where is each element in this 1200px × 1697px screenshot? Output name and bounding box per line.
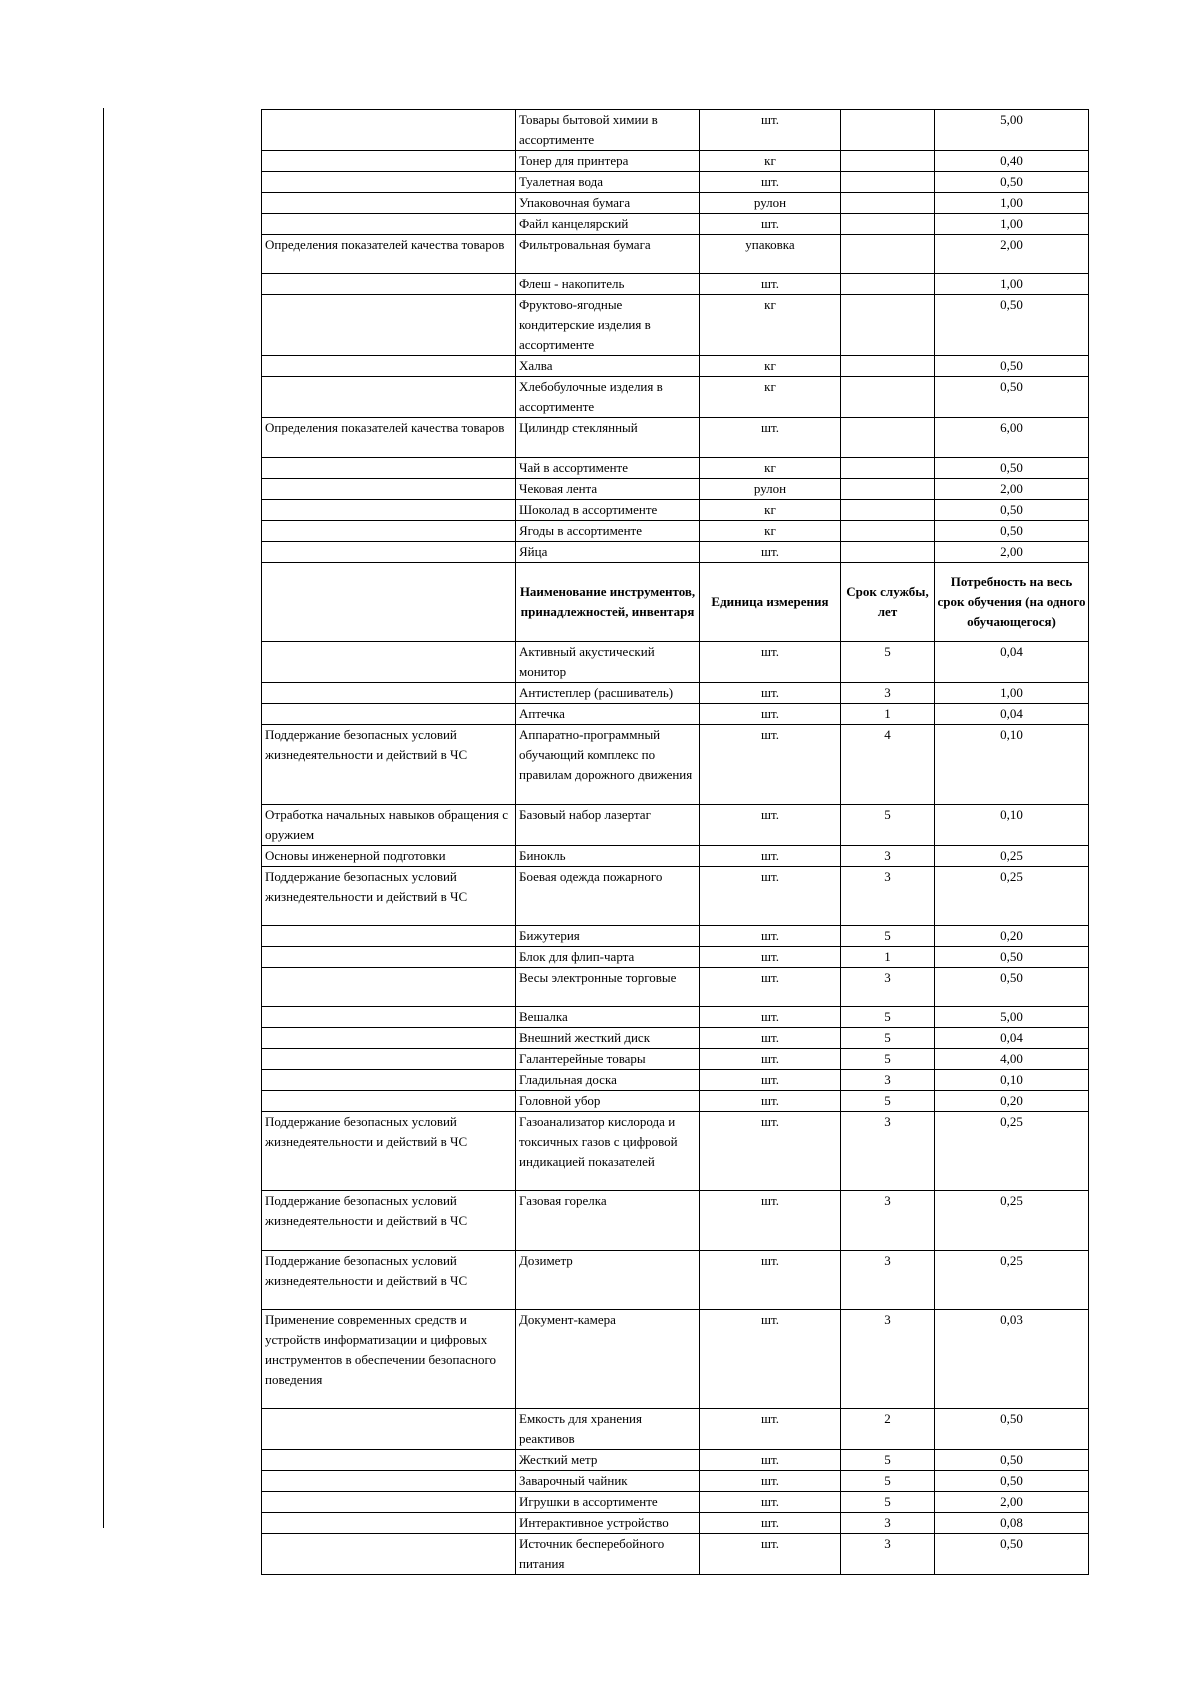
purpose-cell <box>262 377 516 418</box>
item-name-cell: Чай в ассортименте <box>516 458 700 479</box>
service-life-cell: 3 <box>841 867 935 926</box>
service-life-cell: 3 <box>841 683 935 704</box>
unit-cell: кг <box>700 458 841 479</box>
requirement-cell: 1,00 <box>935 274 1089 295</box>
purpose-cell <box>262 704 516 725</box>
unit-cell: шт. <box>700 947 841 968</box>
requirement-cell: 4,00 <box>935 1049 1089 1070</box>
purpose-cell: Основы инженерной подготовки <box>262 846 516 867</box>
service-life-cell <box>841 500 935 521</box>
requirement-cell: 0,50 <box>935 947 1089 968</box>
requirement-cell: 2,00 <box>935 235 1089 274</box>
item-name-cell: Бижутерия <box>516 926 700 947</box>
requirement-cell: 0,50 <box>935 172 1089 193</box>
requirement-cell: 2,00 <box>935 1492 1089 1513</box>
table-row <box>262 968 1089 1007</box>
unit-cell: шт. <box>700 1534 841 1575</box>
item-name-cell: Жесткий метр <box>516 1450 700 1471</box>
service-life-cell <box>841 235 935 274</box>
purpose-cell <box>262 214 516 235</box>
requirement-cell: 0,50 <box>935 968 1089 1007</box>
unit-cell: шт. <box>700 1450 841 1471</box>
table-row <box>262 1007 1089 1028</box>
table-row <box>262 725 1089 805</box>
service-life-cell <box>841 377 935 418</box>
table-row <box>262 418 1089 458</box>
unit-cell: кг <box>700 295 841 356</box>
purpose-cell: Определения показателей качества товаров <box>262 418 516 458</box>
service-life-cell <box>841 521 935 542</box>
item-name-cell: Газоанализатор кислорода и токсичных газов с цифровой индикацией показателей <box>516 1112 700 1191</box>
purpose-cell: Определения показателей качества товаров <box>262 235 516 274</box>
purpose-cell <box>262 295 516 356</box>
service-life-cell: 3 <box>841 1112 935 1191</box>
consumables-section <box>262 110 1089 563</box>
table-row <box>262 377 1089 418</box>
service-life-cell: 3 <box>841 1251 935 1310</box>
purpose-cell <box>262 683 516 704</box>
item-name-cell: Яйца <box>516 542 700 563</box>
table-row <box>262 274 1089 295</box>
purpose-cell: Поддержание безопасных условий жизнедеятельности и действий в ЧС <box>262 1191 516 1251</box>
unit-cell: шт. <box>700 418 841 458</box>
service-life-cell: 3 <box>841 1070 935 1091</box>
header-service-life: Срок службы, лет <box>841 563 935 642</box>
unit-cell: шт. <box>700 1112 841 1191</box>
requirement-cell: 1,00 <box>935 193 1089 214</box>
table-row <box>262 683 1089 704</box>
table-row <box>262 235 1089 274</box>
table-row <box>262 1534 1089 1575</box>
requirement-cell: 0,50 <box>935 1409 1089 1450</box>
service-life-cell: 5 <box>841 926 935 947</box>
requirement-cell: 0,50 <box>935 295 1089 356</box>
service-life-cell: 3 <box>841 1534 935 1575</box>
unit-cell: шт. <box>700 110 841 151</box>
service-life-cell <box>841 542 935 563</box>
item-name-cell: Антистеплер (расшиватель) <box>516 683 700 704</box>
unit-cell: рулон <box>700 479 841 500</box>
unit-cell: шт. <box>700 1310 841 1409</box>
purpose-cell <box>262 1534 516 1575</box>
item-name-cell: Игрушки в ассортименте <box>516 1492 700 1513</box>
item-name-cell: Дозиметр <box>516 1251 700 1310</box>
unit-cell: шт. <box>700 1513 841 1534</box>
service-life-cell: 5 <box>841 1007 935 1028</box>
requirement-cell: 0,25 <box>935 867 1089 926</box>
service-life-cell <box>841 214 935 235</box>
table-row <box>262 1450 1089 1471</box>
purpose-cell: Поддержание безопасных условий жизнедеятельности и действий в ЧС <box>262 725 516 805</box>
service-life-cell: 1 <box>841 947 935 968</box>
item-name-cell: Чековая лента <box>516 479 700 500</box>
purpose-cell <box>262 1007 516 1028</box>
unit-cell: шт. <box>700 704 841 725</box>
table-row <box>262 1513 1089 1534</box>
purpose-cell <box>262 1450 516 1471</box>
table-row <box>262 172 1089 193</box>
table-row <box>262 926 1089 947</box>
unit-cell: шт. <box>700 1070 841 1091</box>
table-header-row <box>262 563 1089 642</box>
unit-cell: кг <box>700 356 841 377</box>
requirement-cell: 5,00 <box>935 1007 1089 1028</box>
table-row <box>262 151 1089 172</box>
service-life-cell: 2 <box>841 1409 935 1450</box>
table-row <box>262 642 1089 683</box>
service-life-cell: 1 <box>841 704 935 725</box>
table-row <box>262 1409 1089 1450</box>
table-row <box>262 1310 1089 1409</box>
table-row <box>262 947 1089 968</box>
table-row <box>262 1049 1089 1070</box>
requirement-cell: 0,50 <box>935 1450 1089 1471</box>
requirement-cell: 0,50 <box>935 500 1089 521</box>
requirement-cell: 0,20 <box>935 926 1089 947</box>
purpose-cell <box>262 1028 516 1049</box>
header-unit: Единица измерения <box>700 563 841 642</box>
table-row <box>262 704 1089 725</box>
left-margin-rule <box>103 108 104 1528</box>
service-life-cell <box>841 110 935 151</box>
purpose-cell <box>262 356 516 377</box>
item-name-cell: Интерактивное устройство <box>516 1513 700 1534</box>
requirement-cell: 0,50 <box>935 458 1089 479</box>
table-row <box>262 295 1089 356</box>
requirement-cell: 6,00 <box>935 418 1089 458</box>
item-name-cell: Весы электронные торговые <box>516 968 700 1007</box>
table-row <box>262 1471 1089 1492</box>
item-name-cell: Шоколад в ассортименте <box>516 500 700 521</box>
table-row <box>262 1191 1089 1251</box>
requirement-cell: 0,50 <box>935 1471 1089 1492</box>
service-life-cell <box>841 151 935 172</box>
service-life-cell: 5 <box>841 1049 935 1070</box>
header-item-name: Наименование инструментов, принадлежностей, инвентаря <box>516 563 700 642</box>
purpose-cell <box>262 458 516 479</box>
service-life-cell <box>841 295 935 356</box>
unit-cell: шт. <box>700 1251 841 1310</box>
item-name-cell: Бинокль <box>516 846 700 867</box>
item-name-cell: Базовый набор лазертаг <box>516 805 700 846</box>
service-life-cell: 5 <box>841 1450 935 1471</box>
service-life-cell: 5 <box>841 1492 935 1513</box>
service-life-cell: 3 <box>841 1191 935 1251</box>
service-life-cell <box>841 274 935 295</box>
item-name-cell: Блок для флип-чарта <box>516 947 700 968</box>
unit-cell: шт. <box>700 968 841 1007</box>
equipment-table <box>261 109 1089 1575</box>
purpose-cell <box>262 542 516 563</box>
item-name-cell: Файл канцелярский <box>516 214 700 235</box>
requirement-cell: 0,25 <box>935 1251 1089 1310</box>
table-row <box>262 1492 1089 1513</box>
item-name-cell: Тонер для принтера <box>516 151 700 172</box>
requirement-cell: 0,25 <box>935 1112 1089 1191</box>
item-name-cell: Хлебобулочные изделия в ассортименте <box>516 377 700 418</box>
unit-cell: шт. <box>700 683 841 704</box>
unit-cell: шт. <box>700 1049 841 1070</box>
unit-cell: шт. <box>700 1007 841 1028</box>
unit-cell: шт. <box>700 1091 841 1112</box>
service-life-cell: 5 <box>841 805 935 846</box>
item-name-cell: Халва <box>516 356 700 377</box>
purpose-cell <box>262 1049 516 1070</box>
requirement-cell: 0,08 <box>935 1513 1089 1534</box>
item-name-cell: Внешний жесткий диск <box>516 1028 700 1049</box>
table-row <box>262 458 1089 479</box>
item-name-cell: Источник бесперебойного питания <box>516 1534 700 1575</box>
tools-section <box>262 642 1089 1575</box>
unit-cell: шт. <box>700 642 841 683</box>
unit-cell: кг <box>700 521 841 542</box>
table-row <box>262 542 1089 563</box>
service-life-cell: 5 <box>841 1028 935 1049</box>
item-name-cell: Вешалка <box>516 1007 700 1028</box>
requirement-cell: 0,10 <box>935 725 1089 805</box>
table-row <box>262 193 1089 214</box>
purpose-cell <box>262 193 516 214</box>
item-name-cell: Цилиндр стеклянный <box>516 418 700 458</box>
header-purpose-cell <box>262 563 516 642</box>
requirement-cell: 0,10 <box>935 805 1089 846</box>
requirement-cell: 0,20 <box>935 1091 1089 1112</box>
unit-cell: шт. <box>700 274 841 295</box>
unit-cell: шт. <box>700 867 841 926</box>
requirement-cell: 0,50 <box>935 356 1089 377</box>
table-row <box>262 356 1089 377</box>
item-name-cell: Активный акустический монитор <box>516 642 700 683</box>
unit-cell: шт. <box>700 1492 841 1513</box>
header-requirement: Потребность на весь срок обучения (на одного обучающегося) <box>935 563 1089 642</box>
item-name-cell: Гладильная доска <box>516 1070 700 1091</box>
service-life-cell: 5 <box>841 1091 935 1112</box>
requirement-cell: 5,00 <box>935 110 1089 151</box>
table-row <box>262 1070 1089 1091</box>
table-row <box>262 846 1089 867</box>
item-name-cell: Аппаратно-программный обучающий комплекс по правилам дорожного движения <box>516 725 700 805</box>
purpose-cell <box>262 1070 516 1091</box>
table-row <box>262 1251 1089 1310</box>
table-row <box>262 1112 1089 1191</box>
requirement-cell: 0,04 <box>935 642 1089 683</box>
requirement-cell: 0,50 <box>935 377 1089 418</box>
item-name-cell: Упаковочная бумага <box>516 193 700 214</box>
purpose-cell <box>262 1471 516 1492</box>
service-life-cell <box>841 458 935 479</box>
purpose-cell: Отработка начальных навыков обращения с оружием <box>262 805 516 846</box>
item-name-cell: Ягоды в ассортименте <box>516 521 700 542</box>
service-life-cell <box>841 418 935 458</box>
table-row <box>262 479 1089 500</box>
table-row <box>262 1028 1089 1049</box>
unit-cell: шт. <box>700 214 841 235</box>
item-name-cell: Туалетная вода <box>516 172 700 193</box>
unit-cell: кг <box>700 377 841 418</box>
service-life-cell: 3 <box>841 1513 935 1534</box>
item-name-cell: Флеш - накопитель <box>516 274 700 295</box>
unit-cell: шт. <box>700 542 841 563</box>
service-life-cell <box>841 356 935 377</box>
requirement-cell: 0,25 <box>935 1191 1089 1251</box>
table-row <box>262 521 1089 542</box>
table-row <box>262 214 1089 235</box>
requirement-cell: 2,00 <box>935 542 1089 563</box>
service-life-cell: 3 <box>841 846 935 867</box>
requirement-cell: 0,10 <box>935 1070 1089 1091</box>
item-name-cell: Аптечка <box>516 704 700 725</box>
purpose-cell <box>262 968 516 1007</box>
requirement-cell: 0,25 <box>935 846 1089 867</box>
purpose-cell <box>262 151 516 172</box>
item-name-cell: Емкость для хранения реактивов <box>516 1409 700 1450</box>
unit-cell: шт. <box>700 846 841 867</box>
purpose-cell <box>262 926 516 947</box>
requirement-cell: 1,00 <box>935 214 1089 235</box>
service-life-cell <box>841 172 935 193</box>
unit-cell: упаковка <box>700 235 841 274</box>
service-life-cell: 5 <box>841 1471 935 1492</box>
requirement-cell: 0,03 <box>935 1310 1089 1409</box>
item-name-cell: Галантерейные товары <box>516 1049 700 1070</box>
service-life-cell <box>841 193 935 214</box>
unit-cell: шт. <box>700 926 841 947</box>
requirement-cell: 0,40 <box>935 151 1089 172</box>
item-name-cell: Фильтровальная бумага <box>516 235 700 274</box>
table-row <box>262 110 1089 151</box>
unit-cell: шт. <box>700 1471 841 1492</box>
unit-cell: шт. <box>700 805 841 846</box>
tools-header-section <box>262 563 1089 642</box>
requirement-cell: 0,04 <box>935 704 1089 725</box>
unit-cell: шт. <box>700 1409 841 1450</box>
purpose-cell <box>262 479 516 500</box>
requirement-cell: 0,50 <box>935 1534 1089 1575</box>
purpose-cell <box>262 947 516 968</box>
purpose-cell: Поддержание безопасных условий жизнедеятельности и действий в ЧС <box>262 1251 516 1310</box>
item-name-cell: Головной убор <box>516 1091 700 1112</box>
purpose-cell: Применение современных средств и устройств информатизации и цифровых инструментов в обеспечении безопасного поведения <box>262 1310 516 1409</box>
purpose-cell <box>262 642 516 683</box>
purpose-cell <box>262 1492 516 1513</box>
requirement-cell: 0,04 <box>935 1028 1089 1049</box>
service-life-cell: 3 <box>841 1310 935 1409</box>
service-life-cell: 5 <box>841 642 935 683</box>
purpose-cell <box>262 1409 516 1450</box>
unit-cell: шт. <box>700 1028 841 1049</box>
item-name-cell: Заварочный чайник <box>516 1471 700 1492</box>
purpose-cell <box>262 172 516 193</box>
unit-cell: кг <box>700 500 841 521</box>
table-row <box>262 805 1089 846</box>
purpose-cell <box>262 521 516 542</box>
item-name-cell: Боевая одежда пожарного <box>516 867 700 926</box>
item-name-cell: Газовая горелка <box>516 1191 700 1251</box>
unit-cell: шт. <box>700 725 841 805</box>
requirement-cell: 0,50 <box>935 521 1089 542</box>
purpose-cell <box>262 110 516 151</box>
requirement-cell: 2,00 <box>935 479 1089 500</box>
purpose-cell: Поддержание безопасных условий жизнедеятельности и действий в ЧС <box>262 1112 516 1191</box>
item-name-cell: Фруктово-ягодные кондитерские изделия в ассортименте <box>516 295 700 356</box>
service-life-cell: 4 <box>841 725 935 805</box>
purpose-cell <box>262 1091 516 1112</box>
purpose-cell <box>262 1513 516 1534</box>
requirement-cell: 1,00 <box>935 683 1089 704</box>
service-life-cell: 3 <box>841 968 935 1007</box>
unit-cell: шт. <box>700 172 841 193</box>
item-name-cell: Товары бытовой химии в ассортименте <box>516 110 700 151</box>
service-life-cell <box>841 479 935 500</box>
unit-cell: шт. <box>700 1191 841 1251</box>
purpose-cell <box>262 274 516 295</box>
table-row <box>262 500 1089 521</box>
table-row <box>262 867 1089 926</box>
unit-cell: кг <box>700 151 841 172</box>
unit-cell: рулон <box>700 193 841 214</box>
purpose-cell <box>262 500 516 521</box>
table-row <box>262 1091 1089 1112</box>
purpose-cell: Поддержание безопасных условий жизнедеятельности и действий в ЧС <box>262 867 516 926</box>
item-name-cell: Документ-камера <box>516 1310 700 1409</box>
